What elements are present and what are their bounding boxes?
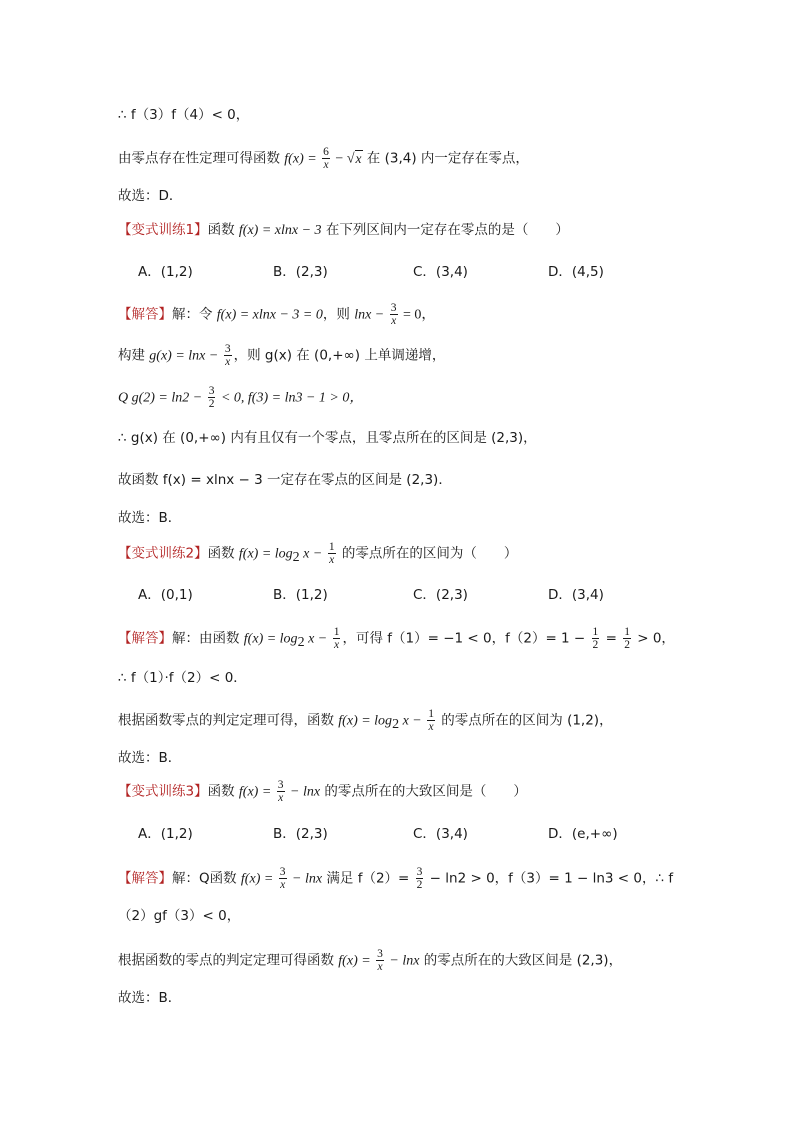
text-line: ∴ f（3）f（4）< 0，	[118, 107, 250, 123]
question-title: 【变式训练1】函数 f(x) = xlnx − 3 在下列区间内一定存在零点的是（ ）	[118, 222, 569, 238]
text-line: 【解答】解：由函数 $f(x) = \log_2 x$ − $\frac{1}{x}$ ，可得 f（1）= −1 < 0，f（2）= 1 − $\frac{1}{2}$ = $\frac{1}{2}$ > 0，	[118, 626, 675, 651]
text-line: 构建 g(x) = lnx − $\frac{3}{x}$ ，则 g(x) 在 (0,+∞) 上单调递增，	[118, 343, 446, 368]
text-line: 【解答】解：Q函数 f(x) = $\frac{3}{x}$ − lnx 满足 f（2）= $\frac{3}{2}$ − ln2 > 0，f（3）= 1 − ln3 < 0，∴ f	[118, 866, 674, 891]
sqrt-icon: √	[346, 151, 355, 167]
text-line: 故函数 f(x) = xlnx − 3 一定存在零点的区间是 (2,3)．	[118, 472, 452, 488]
text-line: 【解答】解：令 f(x) = xlnx − 3 = 0，则 lnx − $\frac{3}{x}$ = 0，	[118, 302, 436, 327]
text-line: 故选：B．	[118, 750, 182, 766]
text-line: ∴ f（1）·f（2）< 0．	[118, 670, 247, 686]
text-line: ∴ g(x) 在 (0,+∞) 内有且仅有一个零点，且零点所在的区间是 (2,3)，	[118, 430, 537, 446]
question-title: 【变式训练3】函数 f(x) = $\frac{3}{x}$ − lnx 的零点所在的大致区间是（ ）	[118, 779, 527, 804]
question-title: 【变式训练2】函数 $f(x) = \log_2 x$ − $\frac{1}{x}$ 的零点所在的区间为（ ）	[118, 541, 518, 566]
text-line: 由零点存在性定理可得函数 f(x) = $\frac{6}{x}$ − √x 在 (3,4) 内一定存在零点，	[118, 146, 529, 171]
text-line: 根据函数零点的判定定理可得，函数 $f(x) = \log_2 x$ − $\frac{1}{x}$ 的零点所在的区间为 (1,2)，	[118, 708, 613, 733]
text-line: 根据函数的零点的判定定理可得函数 f(x) = $\frac{3}{x}$ − lnx 的零点所在的大致区间是 (2,3)，	[118, 948, 623, 973]
text-line: Q g(2) = ln2 − $\frac{3}{2}$ < 0, f(3) = ln3 − 1 > 0，	[118, 385, 364, 410]
text-line: 故选：D．	[118, 188, 183, 204]
text-line: 故选：B．	[118, 510, 182, 526]
text-line: （2）gf（3）< 0，	[118, 908, 241, 924]
text-line: 故选：B．	[118, 990, 182, 1006]
